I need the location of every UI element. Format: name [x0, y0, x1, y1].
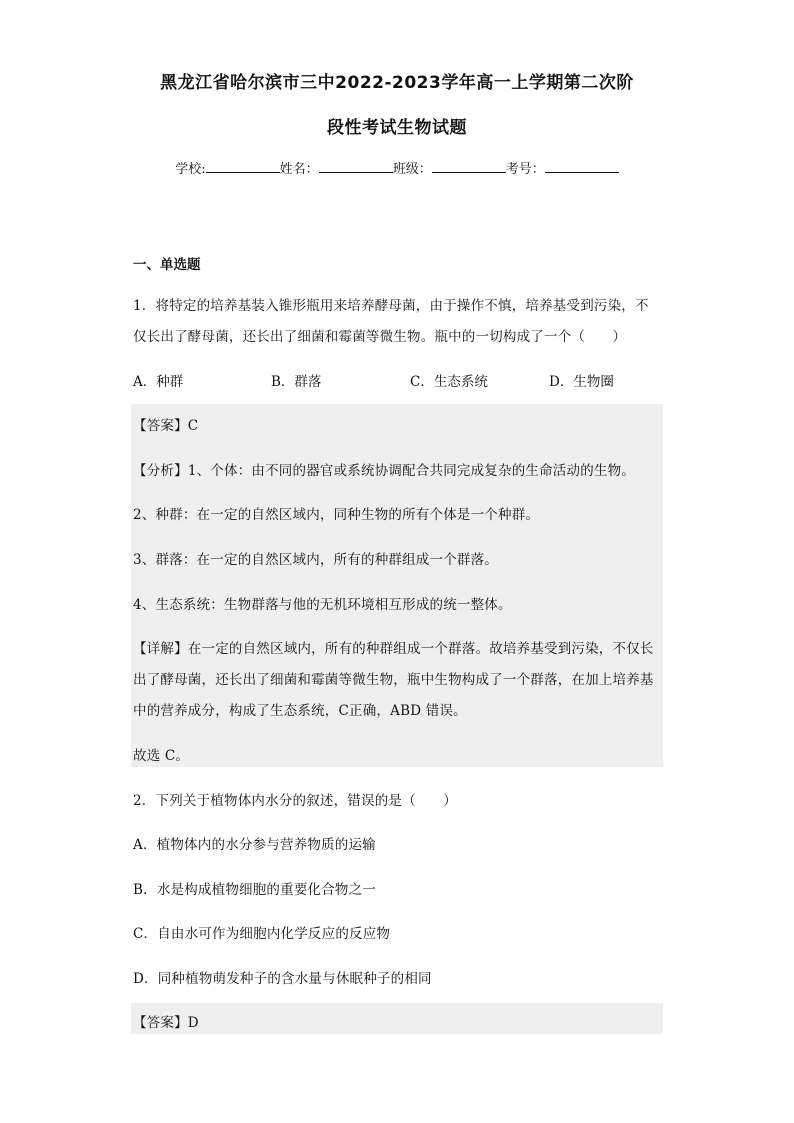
q1-stem-line1: 1．将特定的培养基装入锥形瓶用来培养酵母菌，由于操作不慎，培养基受到污染，不	[133, 298, 649, 314]
section-heading: 一、单选题	[133, 257, 201, 273]
q1-option-c: C．生态系统	[410, 374, 488, 390]
q1-detail-line2: 出了酵母菌，还长出了细菌和霉菌等微生物，瓶中生物构成了一个群落，在加上培养基	[133, 672, 654, 688]
detail-text1: 在一定的自然区域内，所有的种群组成一个群落。故培养基受到污染，不仅长	[187, 641, 654, 657]
student-info-row	[0, 158, 794, 177]
class-label: 班级：	[392, 162, 432, 177]
q2-answer: 【答案】D	[133, 1015, 199, 1031]
q1-stem-line2: 仅长出了酵母菌，还长出了细菌和霉菌等微生物。瓶中的一切构成了一个（ ）	[133, 329, 627, 345]
detail-tag: 【详解】	[133, 641, 188, 657]
exam-no-label: 考号：	[505, 162, 545, 177]
analysis-tag: 【分析】	[133, 463, 188, 479]
q2-option-b: B．水是构成植物细胞的重要化合物之一	[133, 882, 377, 898]
q1-analysis-line2: 2、种群：在一定的自然区域内，同种生物的所有个体是一个种群。	[133, 507, 540, 523]
name-label: 姓名：	[279, 162, 319, 177]
q1-analysis-line4: 4、生态系统：生物群落与他的无机环境相互形成的统一整体。	[133, 597, 512, 613]
q1-detail-line3: 中的营养成分，构成了生态系统，C正确，ABD 错误。	[133, 703, 467, 719]
exam-no-blank[interactable]	[545, 160, 619, 173]
exam-title-line2: 段性考试生物试题	[327, 118, 467, 138]
q2-option-c: C．自由水可作为细胞内化学反应的反应物	[133, 926, 391, 942]
school-blank[interactable]	[206, 160, 280, 173]
q1-option-d: D．生物圈	[549, 374, 614, 390]
q1-conclusion: 故选 C。	[133, 748, 190, 764]
q2-option-a: A．植物体内的水分参与营养物质的运输	[133, 837, 376, 853]
q1-option-a: A．种群	[133, 374, 184, 390]
q1-analysis-line3: 3、群落：在一定的自然区域内，所有的种群组成一个群落。	[133, 552, 498, 568]
school-label: 学校:	[175, 162, 206, 177]
exam-title-line1: 黑龙江省哈尔滨市三中2022-2023学年高一上学期第二次阶	[160, 73, 634, 93]
q1-answer: 【答案】C	[133, 418, 199, 434]
analysis-text1: 1、个体：由不同的器官或系统协调配合共同完成复杂的生命活动的生物。	[187, 463, 636, 479]
q1-analysis-line1	[133, 459, 635, 479]
q1-detail-line1	[133, 637, 654, 657]
class-blank[interactable]	[432, 160, 506, 173]
q2-option-d: D．同种植物萌发种子的含水量与休眠种子的相同	[133, 971, 432, 987]
q1-option-b: B．群落	[271, 374, 322, 390]
q2-stem: 2．下列关于植物体内水分的叙述，错误的是（ ）	[133, 793, 457, 809]
name-blank[interactable]	[319, 160, 393, 173]
q2-solution-box	[131, 1003, 663, 1034]
